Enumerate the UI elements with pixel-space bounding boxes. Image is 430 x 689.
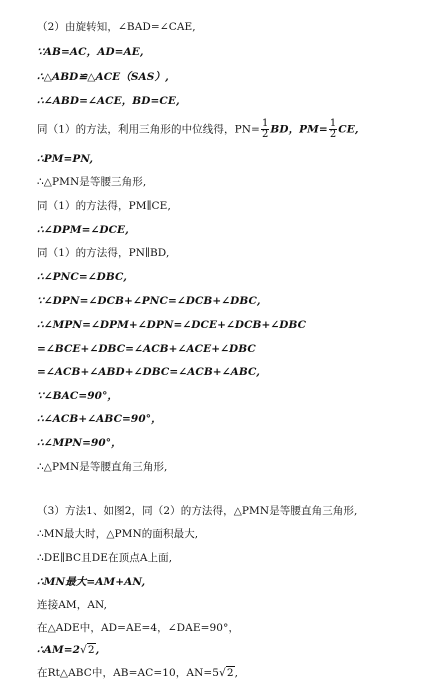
part2-line-13: ∴∠MPN=∠DPM+∠DPN=∠DCE+∠DCB+∠DBC <box>37 319 307 331</box>
part2-line-8: 同（1）的方法得，PM∥CE, <box>37 200 171 212</box>
fraction-one-half-2: $\frac{1}{2}$ <box>329 118 337 140</box>
part3-line-3: ∴DE∥BC且DE在顶点A上面, <box>37 552 173 564</box>
part3-line-2: ∴MN最大时，△PMN的面积最大, <box>37 528 199 540</box>
part2-line-5: 同（1）的方法，利用三角形的中位线得，PN= $\frac{1}{2}$ BD，PM= $\frac{1}{2}$ CE, <box>37 118 359 140</box>
part2-line-9: ∴∠DPM=∠DCE, <box>37 224 129 236</box>
part2-line-14: =∠BCE+∠DBC=∠ACB+∠ACE+∠DBC <box>37 343 256 355</box>
part2-line-12: ∵∠DPN=∠DCB+∠PNC=∠DCB+∠DBC, <box>37 295 261 307</box>
part2-line-3: ∴△ABD≌△ACE（SAS）, <box>37 71 169 83</box>
sqrt-symbol: √2 <box>80 644 95 656</box>
part2-line-6: ∴PM=PN, <box>37 153 94 165</box>
part2-line-16: ∵∠BAC=90°， <box>37 390 119 402</box>
part3-line-5: 连接AM，AN, <box>37 599 108 611</box>
part3-line-6: 在△ADE中，AD=AE=4，∠DAE=90°， <box>37 622 240 634</box>
part3-line-1: （3）方法1、如图2，同（2）的方法得，△PMN是等腰直角三角形, <box>37 505 358 517</box>
part3-line-4: ∴MN最大=AM+AN, <box>37 576 146 588</box>
part2-line-11: ∴∠PNC=∠DBC, <box>37 271 128 283</box>
part2-line-15: =∠ACB+∠ABD+∠DBC=∠ACB+∠ABC, <box>37 366 261 378</box>
part2-line-18: ∴∠MPN=90°， <box>37 437 122 449</box>
part2-line-2: ∵AB=AC，AD=AE, <box>37 46 144 58</box>
part2-line-19: ∴△PMN是等腰直角三角形, <box>37 461 168 473</box>
part2-line-1: （2）由旋转知，∠BAD=∠CAE, <box>37 21 196 33</box>
part2-line-4: ∴∠ABD=∠ACE，BD=CE, <box>37 95 180 107</box>
part3-line-8: 在Rt△ABC中，AB=AC=10，AN=5√2, <box>37 667 239 679</box>
part2-line-7: ∴△PMN是等腰三角形, <box>37 176 147 188</box>
part2-line-17: ∴∠ACB+∠ABC=90°， <box>37 413 162 425</box>
part3-line-7: ∴AM=2√2, <box>37 644 100 656</box>
sqrt-symbol-2: √2 <box>219 667 234 679</box>
part2-line-10: 同（1）的方法得，PN∥BD, <box>37 247 170 259</box>
fraction-one-half: $\frac{1}{2}$ <box>261 118 269 140</box>
